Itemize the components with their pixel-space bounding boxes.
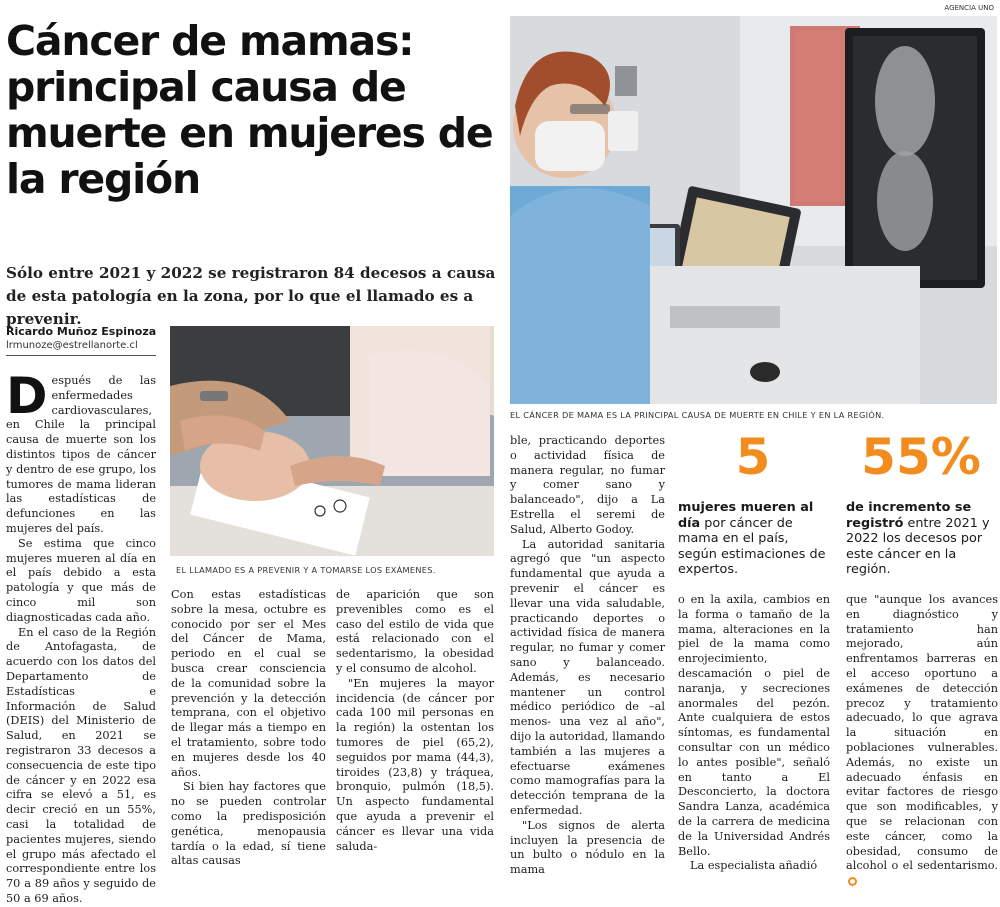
stat-rest: por cáncer de mama en el país, según estimaciones de expertos. (678, 515, 826, 577)
article-column-4 (510, 434, 665, 878)
article-column-1 (6, 367, 156, 907)
paragraph: "En mujeres la mayor incidencia (de cáncer por cada 100 mil personas en la región) la ostentan los tumores de piel (65,2), seguidos por mama (44,3), tiroides (23,8) y tráquea, bronquio, pulmón (18,5). Un aspecto fundamental que ayuda a prevenir el cáncer es llevar una vida saluda- (336, 676, 494, 853)
secondary-photo (170, 326, 494, 556)
stat-highlight: de incremento se registró (846, 500, 972, 531)
stat-highlight: mujeres mueren al día (678, 500, 814, 531)
photo-credit: AGENCIA UNO (944, 4, 994, 12)
paragraph: Si bien hay factores que no se pueden controlar como la predisposición genética, menopausia tardía o la edad, sí tiene altas causas (171, 780, 326, 868)
paragraph: La autoridad sanitaria agregó que "un aspecto fundamental que ayuda a prevenir el cáncer es llevar una vida saludable, practicando deportes o actividad física de manera regular, no fumar y comer sano y balanceado. Además, es necesario mantener un control médico periódico de –al menos- una vez al año", dijo la autoridad, llamando también a las mujeres a efectuarse exámenes como mamografías para la detección temprana de la enfermedad. (510, 537, 665, 817)
main-photo-caption: EL CÁNCER DE MAMA ES LA PRINCIPAL CAUSA DE MUERTE EN CHILE Y EN LA REGIÓN. (510, 410, 885, 420)
paragraph: que "aunque los avances en diagnóstico y tratamiento han mejorado, aún enfrentamos barreras en el acceso oportuno a exámenes de detección precoz y tratamiento adecuado, lo que agrava la situación en poblaciones vulnerables. Además, no existe un adecuado énfasis en evitar factores de riesgo que son modificables, y que se relacionan con este cáncer, como la obesidad, consumo de alcohol o el sedentarismo. (846, 593, 998, 873)
breast-exam-model-illustration (170, 326, 494, 556)
stat-number: 5 (735, 428, 771, 486)
main-photo (510, 16, 997, 404)
author-name: Ricardo Muñoz Espinoza (6, 325, 157, 338)
article-column-3 (336, 588, 494, 854)
dropcap: D (6, 367, 48, 425)
paragraph: Se estima que cinco mujeres mueren al día en el país debido a esta patología y que más de cinco mil son diagnosticadas cada año. (6, 536, 156, 624)
paragraph: Con estas estadísticas sobre la mesa, octubre es conocido por ser el Mes del Cáncer de Mama, periodo en el cual se busca crear consciencia de la comunidad sobre la prevención y la detección temprana, con el objetivo de llegar más a tiempo en el tratamiento, sobre todo en mujeres desde los 40 años. (171, 588, 326, 779)
paragraph: o en la axila, cambios en la forma o tamaño de la mama, alteraciones en la piel de la mama como enrojecimiento, descamación o piel de naranja, y secreciones anormales del pezón. Ante cualquiera de estos síntomas, es fundamental consultar con un médico lo antes posible", señaló en tanto a El Desconcierto, la doctora Sandra Lanza, académica de la carrera de medicina de la Universidad Andrés Bello. (678, 593, 830, 858)
paragraph: La especialista añadió (690, 859, 818, 873)
stat-description (678, 500, 828, 578)
headline: Cáncer de mamas: principal causa de muerte en mujeres de la región (6, 17, 493, 203)
end-of-article-icon (848, 877, 857, 886)
paragraph: de aparición que son prevenibles como es el caso del estilo de vida que está relacionado con el sedentarismo, la obesidad y el consumo de alcohol. (336, 588, 494, 675)
author-email: lrmunoze@estrellanorte.cl (6, 340, 138, 351)
article-column-6 (846, 593, 998, 889)
article-column-5 (678, 593, 830, 874)
mammography-room-illustration (510, 16, 997, 404)
secondary-photo-caption: EL LLAMADO ES A PREVENIR Y A TOMARSE LOS EXÁMENES. (176, 565, 436, 575)
stat-description (846, 500, 996, 578)
stat-number: 55% (861, 428, 981, 486)
stat-rest: entre 2021 y 2022 los decesos por este cáncer en la región. (846, 515, 990, 577)
byline-divider (6, 355, 156, 356)
paragraph: espués de las enfermedades cardiovasculares, en Chile la principal causa de muerte son los distintos tipos de cáncer y dentro de ese grupo, los tumores de mama lideran las estadísticas de defunciones en las mujeres del país. (6, 374, 156, 535)
paragraph: ble, practicando deportes o actividad física de manera regular, no fumar y comer sano y balanceado", dijo a La Estrella el seremi de Salud, Alberto Godoy. (510, 434, 665, 536)
subheadline: Sólo entre 2021 y 2022 se registraron 84 decesos a causa de esta patología en la zona, por lo que el llamado es a prevenir. (6, 264, 496, 328)
paragraph: En el caso de la Región de Antofagasta, de acuerdo con los datos del Departamento de Estadísticas e Información de Salud (DEIS) del Ministerio de Salud, en 2021 se registraron 33 decesos a consecuencia de este tipo de cáncer y en 2022 esa cifra se elevó a 51, es decir creció en un 55%, casi la totalidad de pacientes mujeres, siendo el grupo más afectado el correspondiente entre los 70 a 89 años y seguido de 50 a 69 años. (6, 625, 156, 905)
article-column-2 (171, 588, 326, 869)
paragraph: "Los signos de alerta incluyen la presencia de un bulto o nódulo en la mama (510, 818, 665, 877)
